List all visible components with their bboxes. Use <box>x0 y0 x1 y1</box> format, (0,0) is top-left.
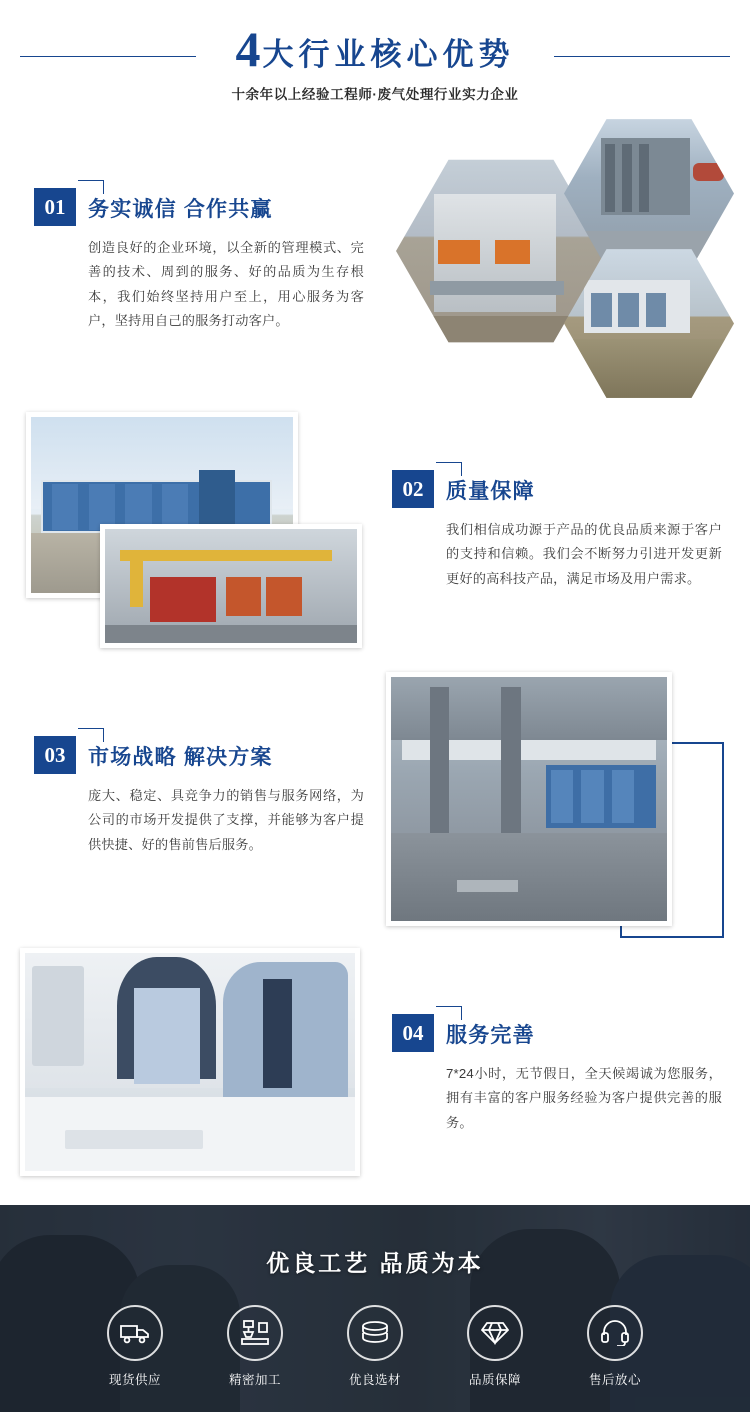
section-body-01: 创造良好的企业环境，以全新的管理模式、完善的技术、周到的服务、好的品质为生存根本，我们始终坚持用户至上，用心服务为客户，坚持用自己的服务打动客户。 <box>88 240 364 329</box>
truck-icon <box>107 1305 163 1361</box>
layers-icon <box>347 1305 403 1361</box>
photo-section-04 <box>20 948 360 1176</box>
footer-label-machining: 精密加工 <box>228 1373 281 1387</box>
footer-item-machining <box>213 1305 297 1388</box>
section-body-04: 7*24小时，无节假日，全天候竭诚为您服务，拥有丰富的客户服务经验为客户提供完善的服务。 <box>446 1066 722 1130</box>
section-02-text <box>392 470 722 591</box>
section-01-text <box>34 188 364 334</box>
photo-section-02-bottom <box>100 524 362 648</box>
title-number: 4 <box>235 21 261 77</box>
section-badge-02: 02 <box>392 470 434 508</box>
page-header <box>0 0 750 112</box>
section-heading-02: 质量保障 <box>446 480 535 503</box>
page-subtitle: 十余年以上经验工程师·废气处理行业实力企业 <box>231 86 519 102</box>
bracket-decor-02 <box>436 462 462 476</box>
section-heading-03: 市场战略 解决方案 <box>88 746 273 769</box>
machine-icon <box>227 1305 283 1361</box>
footer-item-aftersales <box>573 1305 657 1388</box>
headset-icon <box>587 1305 643 1361</box>
section-04-text <box>392 1014 722 1135</box>
hex-photo-cluster <box>396 128 736 398</box>
footer-item-supply <box>93 1305 177 1388</box>
section-03-text <box>34 736 364 857</box>
page-footer <box>0 1205 750 1412</box>
photo-section-03 <box>386 672 672 926</box>
footer-feature-list <box>0 1305 750 1388</box>
bracket-decor-03 <box>78 728 104 742</box>
diamond-icon <box>467 1305 523 1361</box>
footer-label-material: 优良选材 <box>348 1373 401 1387</box>
footer-item-quality <box>453 1305 537 1388</box>
section-badge-03: 03 <box>34 736 76 774</box>
page-title <box>235 21 515 77</box>
footer-title: 优良工艺 品质为本 <box>266 1250 484 1276</box>
section-heading-04: 服务完善 <box>446 1024 535 1047</box>
section-body-03: 庞大、稳定、具竞争力的销售与服务网络，为公司的市场开发提供了支撑，并能够为客户提供快捷、好的售前售后服务。 <box>88 788 364 852</box>
title-text: 大行业核心优势 <box>262 36 515 72</box>
section-badge-01: 01 <box>34 188 76 226</box>
footer-label-quality: 品质保障 <box>468 1373 521 1387</box>
section-badge-04: 04 <box>392 1014 434 1052</box>
bracket-decor-04 <box>436 1006 462 1020</box>
footer-label-supply: 现货供应 <box>108 1373 161 1387</box>
section-body-02: 我们相信成功源于产品的优良品质来源于客户的支持和信赖。我们会不断努力引进开发更新更好的高科技产品，满足市场及用户需求。 <box>446 522 722 586</box>
bracket-decor-01 <box>78 180 104 194</box>
section-heading-01: 务实诚信 合作共赢 <box>88 198 273 221</box>
footer-label-aftersales: 售后放心 <box>588 1373 641 1387</box>
footer-item-material <box>333 1305 417 1388</box>
